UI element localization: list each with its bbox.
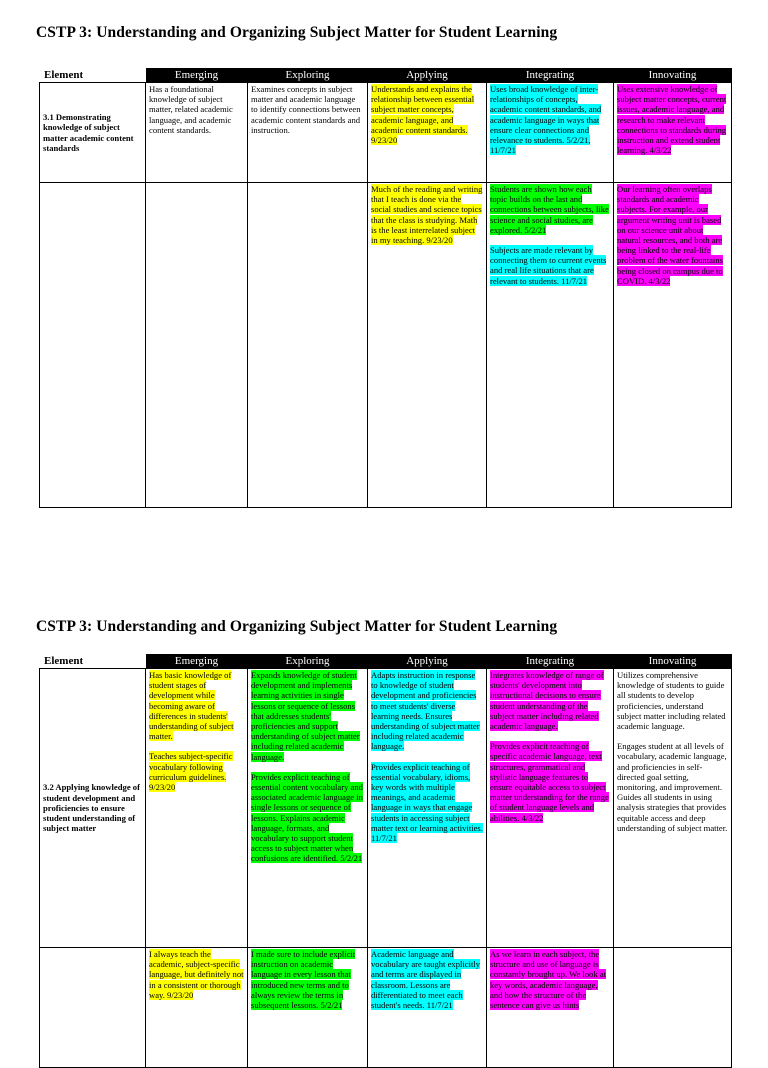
cell-exploring — [248, 83, 368, 183]
element-label: 3.2 Applying knowledge of student development and proficiencies to ensure student understanding of subject matter — [43, 782, 140, 834]
evidence-emerging — [146, 948, 248, 1068]
evidence-text-highlighted: As we learn in each subject, the structure and use of language is constantly brought up. We look at key words, academic language, and how the structure of the sentence can give us hints — [490, 949, 607, 1011]
evidence-text-highlighted: I always teach the academic, subject-specific language, but definitely not in a consistent or thorough way. 9/23/20 — [149, 949, 244, 1000]
evidence-integrating — [487, 948, 614, 1068]
header-exploring: Exploring — [248, 69, 368, 83]
evidence-text-highlighted: Academic language and vocabulary are taught explicitly and terms are displayed in classroom. Lessons are differentiated to meet each student's needs. 11/7/21 — [371, 949, 481, 1011]
header-applying: Applying — [368, 69, 487, 83]
section-2-title: CSTP 3: Understanding and Organizing Subject Matter for Student Learning — [36, 618, 558, 635]
criteria-text-highlighted: Expands knowledge of student development and implements learning activities in single lessons or sequence of lessons that addresses students' proficiencies and support understanding of subject matter including related academic language. — [251, 670, 360, 762]
element-cell-empty — [40, 948, 146, 1068]
criteria-text: Engages student at all levels of vocabulary, academic language, and proficiencies in self-directed goal setting, monitoring, and improvement. Guides all students in using analysis strategies that provides equitable access and deep understanding of subject matter. — [617, 741, 728, 833]
evidence-innovating — [614, 948, 732, 1068]
header-emerging: Emerging — [146, 655, 248, 669]
cell-applying — [368, 83, 487, 183]
cell-integrating — [487, 83, 614, 183]
element-label: 3.1 Demonstrating knowledge of subject matter academic content standards — [43, 112, 134, 153]
evidence-applying — [368, 948, 487, 1068]
header-innovating: Innovating — [614, 655, 732, 669]
header-integrating: Integrating — [487, 69, 614, 83]
criteria-text-highlighted: Integrates knowledge of range of students' development into instructional decisions to ensure student understanding of the subject matter including related academic language. — [490, 670, 604, 732]
criteria-text: Has a foundational knowledge of subject matter, related academic language, and academic content standards. — [149, 84, 233, 135]
element-cell — [40, 83, 146, 183]
header-exploring: Exploring — [248, 655, 368, 669]
cell-integrating — [487, 669, 614, 948]
cell-emerging — [146, 83, 248, 183]
criteria-text-highlighted: Uses broad knowledge of inter-relationships of concepts, academic content standards, and academic language in ways that ensure clear connections and relevance to students. 5/2/21, 11/7/21 — [490, 84, 602, 156]
cell-innovating — [614, 669, 732, 948]
header-element: Element — [40, 655, 146, 669]
evidence-innovating — [614, 183, 732, 508]
header-element: Element — [40, 69, 146, 83]
criteria-text-highlighted: Provides explicit teaching of essential content vocabulary and associated academic language in single lessons or sequence of lessons. Explains academic language, formats, and vocabulary to support student access to subject matter when confusions are identified. 5/2/21 — [251, 771, 363, 864]
evidence-text-highlighted: Subjects are made relevant by connecting them to current events and real life situations that are relevant to students. 11/7/21 — [490, 245, 607, 286]
criteria-text-highlighted: Uses extensive knowledge of subject matter concepts, current issues, academic language, and research to make relevant connections to standards during instruction and extend student learning. 4/3/22 — [617, 84, 727, 156]
evidence-applying — [368, 183, 487, 508]
header-applying: Applying — [368, 655, 487, 669]
evidence-integrating — [487, 183, 614, 508]
criteria-text-highlighted: Has basic knowledge of student stages of development while becoming aware of differences in students' understanding of subject matter. — [149, 670, 234, 742]
evidence-text-highlighted: Our learning often overlaps standards and academic subjects. For example, our argument writing unit is based on our science unit about natural resources, and both are being linked to the real-life problem of the water fountains being closed on campus due to COVID. 4/3/22 — [617, 184, 723, 286]
cell-innovating — [614, 83, 732, 183]
element-cell-empty — [40, 183, 146, 508]
rubric-table-3-1 — [39, 68, 732, 508]
cell-exploring — [248, 669, 368, 948]
cell-applying — [368, 669, 487, 948]
criteria-text-highlighted: Understands and explains the relationship between essential subject matter concepts, academic language, and academic content standards. 9/23/20 — [371, 84, 475, 146]
section-1-title: CSTP 3: Understanding and Organizing Subject Matter for Student Learning — [36, 24, 558, 41]
evidence-text-highlighted: Students are shown how each topic builds on the last and connections between subjects, like science and social studies, are explored. 5/2/21 — [490, 184, 609, 235]
criteria-text-highlighted: Provides explicit teaching of specific academic language, text structures, grammatical and stylistic language features to ensure equitable access to subject matter understanding for the range of student language levels and abilities. 4/3/22 — [490, 741, 609, 823]
header-emerging: Emerging — [146, 69, 248, 83]
evidence-exploring — [248, 948, 368, 1068]
evidence-emerging — [146, 183, 248, 508]
evidence-exploring — [248, 183, 368, 508]
criteria-text-highlighted: Provides explicit teaching of essential vocabulary, idioms, key words with multiple meanings, and academic language in ways that engage students in accessing subject matter text or learning activities. 11/7/21 — [371, 761, 483, 844]
criteria-text-highlighted: Teaches subject-specific vocabulary following curriculum guidelines. 9/23/20 — [149, 751, 233, 793]
header-integrating: Integrating — [487, 655, 614, 669]
evidence-text-highlighted: I made sure to include explicit instruction on academic language in every lesson that introduced new terms and to always review the terms in subsequent lessons. 5/2/21 — [251, 949, 356, 1011]
criteria-text: Utilizes comprehensive knowledge of students to guide all students to develop proficiencies, understand subject matter including related academic language. — [617, 670, 726, 732]
element-cell — [40, 669, 146, 948]
cell-emerging — [146, 669, 248, 948]
evidence-text-highlighted: Much of the reading and writing that I teach is done via the social studies and science topics that the class is studying. Math is the least interrelated subject in my teaching. 9/23/20 — [371, 184, 483, 246]
header-innovating: Innovating — [614, 69, 732, 83]
criteria-text-highlighted: Adapts instruction in response to knowledge of student development and proficiencies to meet students' diverse learning needs. Ensures understanding of subject matter including related academic language. — [371, 670, 480, 752]
criteria-text: Examines concepts in subject matter and academic language to identify connections between academic content standards and instruction. — [251, 84, 361, 135]
rubric-table-3-2 — [39, 654, 732, 1068]
